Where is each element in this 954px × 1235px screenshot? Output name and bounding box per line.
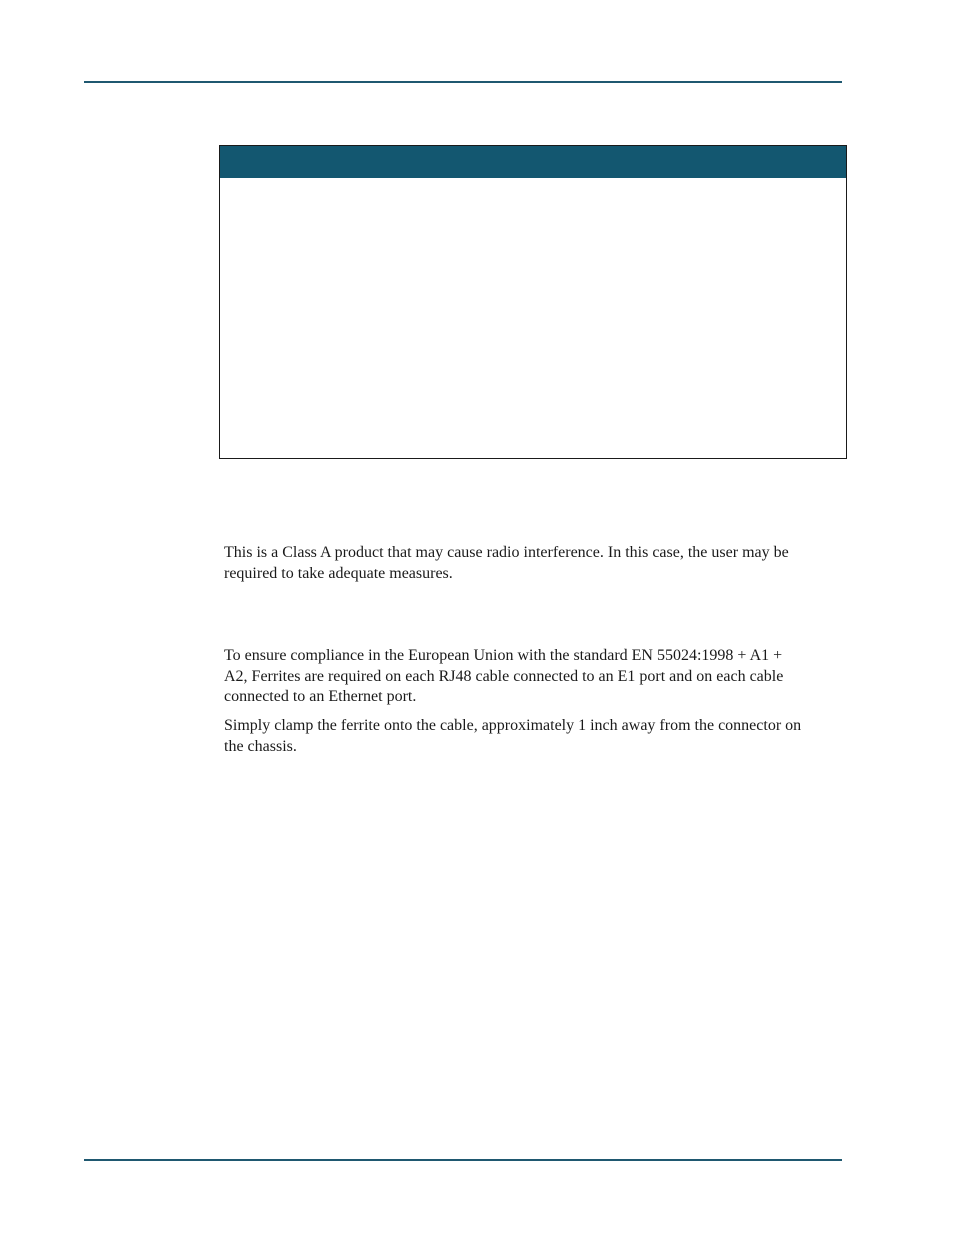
eu-line-3: connected to an Ethernet port.: [224, 688, 417, 705]
header-rule: [84, 81, 842, 83]
class-a-line-1: This is a Class A product that may cause radio interference. In this case, the user may be: [224, 544, 789, 561]
eu-line-1: To ensure compliance in the European Union with the standard EN 55024:1998 + A1 +: [224, 647, 783, 664]
footer-rule: [84, 1159, 842, 1161]
notice-box-header: [220, 146, 846, 178]
ferrite-clamp-paragraph: [224, 716, 844, 757]
notice-box: [219, 145, 847, 459]
eu-line-2: A2, Ferrites are required on each RJ48 cable connected to an E1 port and on each cable: [224, 667, 784, 685]
class-a-paragraph: [224, 543, 844, 584]
clamp-line-1: Simply clamp the ferrite onto the cable, approximately 1 inch away from the connector on: [224, 717, 802, 734]
clamp-line-2: the chassis.: [224, 737, 297, 755]
class-a-line-2: required to take adequate measures.: [224, 564, 453, 582]
notice-box-body: [220, 178, 846, 458]
eu-compliance-paragraph: [224, 646, 844, 708]
